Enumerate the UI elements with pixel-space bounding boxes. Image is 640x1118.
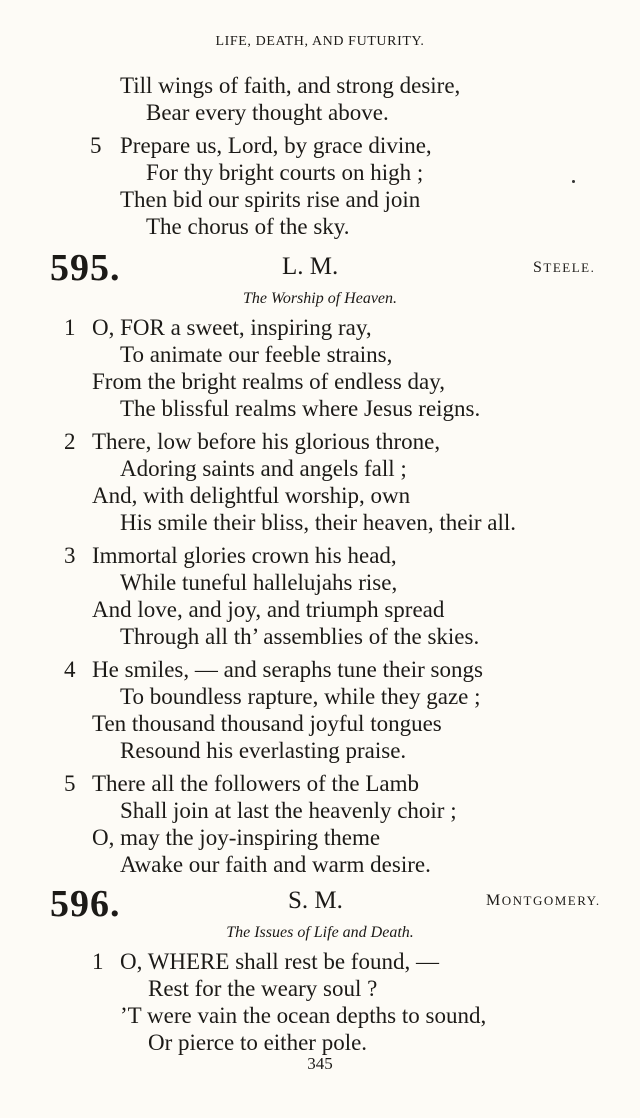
verse-line: Immortal glories crown his head,: [92, 543, 397, 568]
hymn-number: 595.: [50, 247, 121, 289]
stanza-number: 4: [64, 657, 76, 682]
verse-line: His smile their bliss, their heaven, their all.: [120, 510, 517, 535]
verse-line: Awake our faith and warm desire.: [120, 852, 431, 877]
hymn-title: The Worship of Heaven.: [242, 290, 398, 307]
verse-line: Shall join at last the heavenly choir ;: [120, 798, 457, 823]
verse-line: There all the followers of the Lamb: [92, 771, 419, 796]
stanza-number: 5: [64, 771, 76, 796]
verse-line: Resound his everlasting praise.: [120, 738, 407, 763]
stanza-number: 1: [64, 315, 76, 340]
stanza-number: 2: [64, 429, 76, 454]
ink-speck: [572, 180, 575, 183]
hymn-author: STEELE.: [533, 259, 596, 276]
verse-line: Through all th’ assemblies of the skies.: [120, 624, 480, 649]
verse-line: While tuneful hallelujahs rise,: [120, 570, 398, 595]
verse-line: Prepare us, Lord, by grace divine,: [120, 133, 432, 158]
verse-line: From the bright realms of endless day,: [92, 369, 446, 394]
verse-line: To boundless rapture, while they gaze ;: [120, 684, 481, 709]
verse-line: For thy bright courts on high ;: [146, 160, 424, 185]
verse-line: O, may the joy-inspiring theme: [92, 825, 381, 850]
verse-line: The chorus of the sky.: [146, 214, 350, 239]
stanza-number: 5: [90, 133, 102, 158]
running-head: LIFE, DEATH, AND FUTURITY.: [215, 34, 425, 49]
verse-line: Rest for the weary soul ?: [148, 976, 378, 1001]
verse-line: O, WHERE shall rest be found, —: [120, 949, 439, 974]
verse-line: To animate our feeble strains,: [120, 342, 393, 367]
verse-line: Adoring saints and angels fall ;: [120, 456, 407, 481]
verse-line: Bear every thought above.: [146, 100, 389, 125]
stanza-number: 1: [92, 949, 104, 974]
verse-line: The blissful realms where Jesus reigns.: [120, 396, 481, 421]
hymn-meter: S. M.: [288, 887, 343, 914]
verse-line: And, with delightful worship, own: [92, 483, 411, 508]
verse-line: Then bid our spirits rise and join: [120, 187, 421, 212]
verse-line: O, FOR a sweet, inspiring ray,: [92, 315, 372, 340]
verse-line: He smiles, — and seraphs tune their songs: [92, 657, 483, 682]
hymn-number: 596.: [50, 883, 121, 925]
stanza-number: 3: [64, 543, 76, 568]
verse-line: ’T were vain the ocean depths to sound,: [120, 1003, 487, 1028]
verse-line: Or pierce to either pole.: [148, 1030, 368, 1055]
hymn-title: The Issues of Life and Death.: [226, 924, 414, 941]
verse-line: Till wings of faith, and strong desire,: [120, 73, 461, 98]
hymn-author: MONTGOMERY.: [486, 892, 601, 909]
verse-line: And love, and joy, and triumph spread: [92, 597, 445, 622]
verse-line: There, low before his glorious throne,: [92, 429, 441, 454]
hymn-meter: L. M.: [282, 253, 339, 280]
page-number: 345: [307, 1054, 333, 1073]
verse-line: Ten thousand thousand joyful tongues: [92, 711, 442, 736]
